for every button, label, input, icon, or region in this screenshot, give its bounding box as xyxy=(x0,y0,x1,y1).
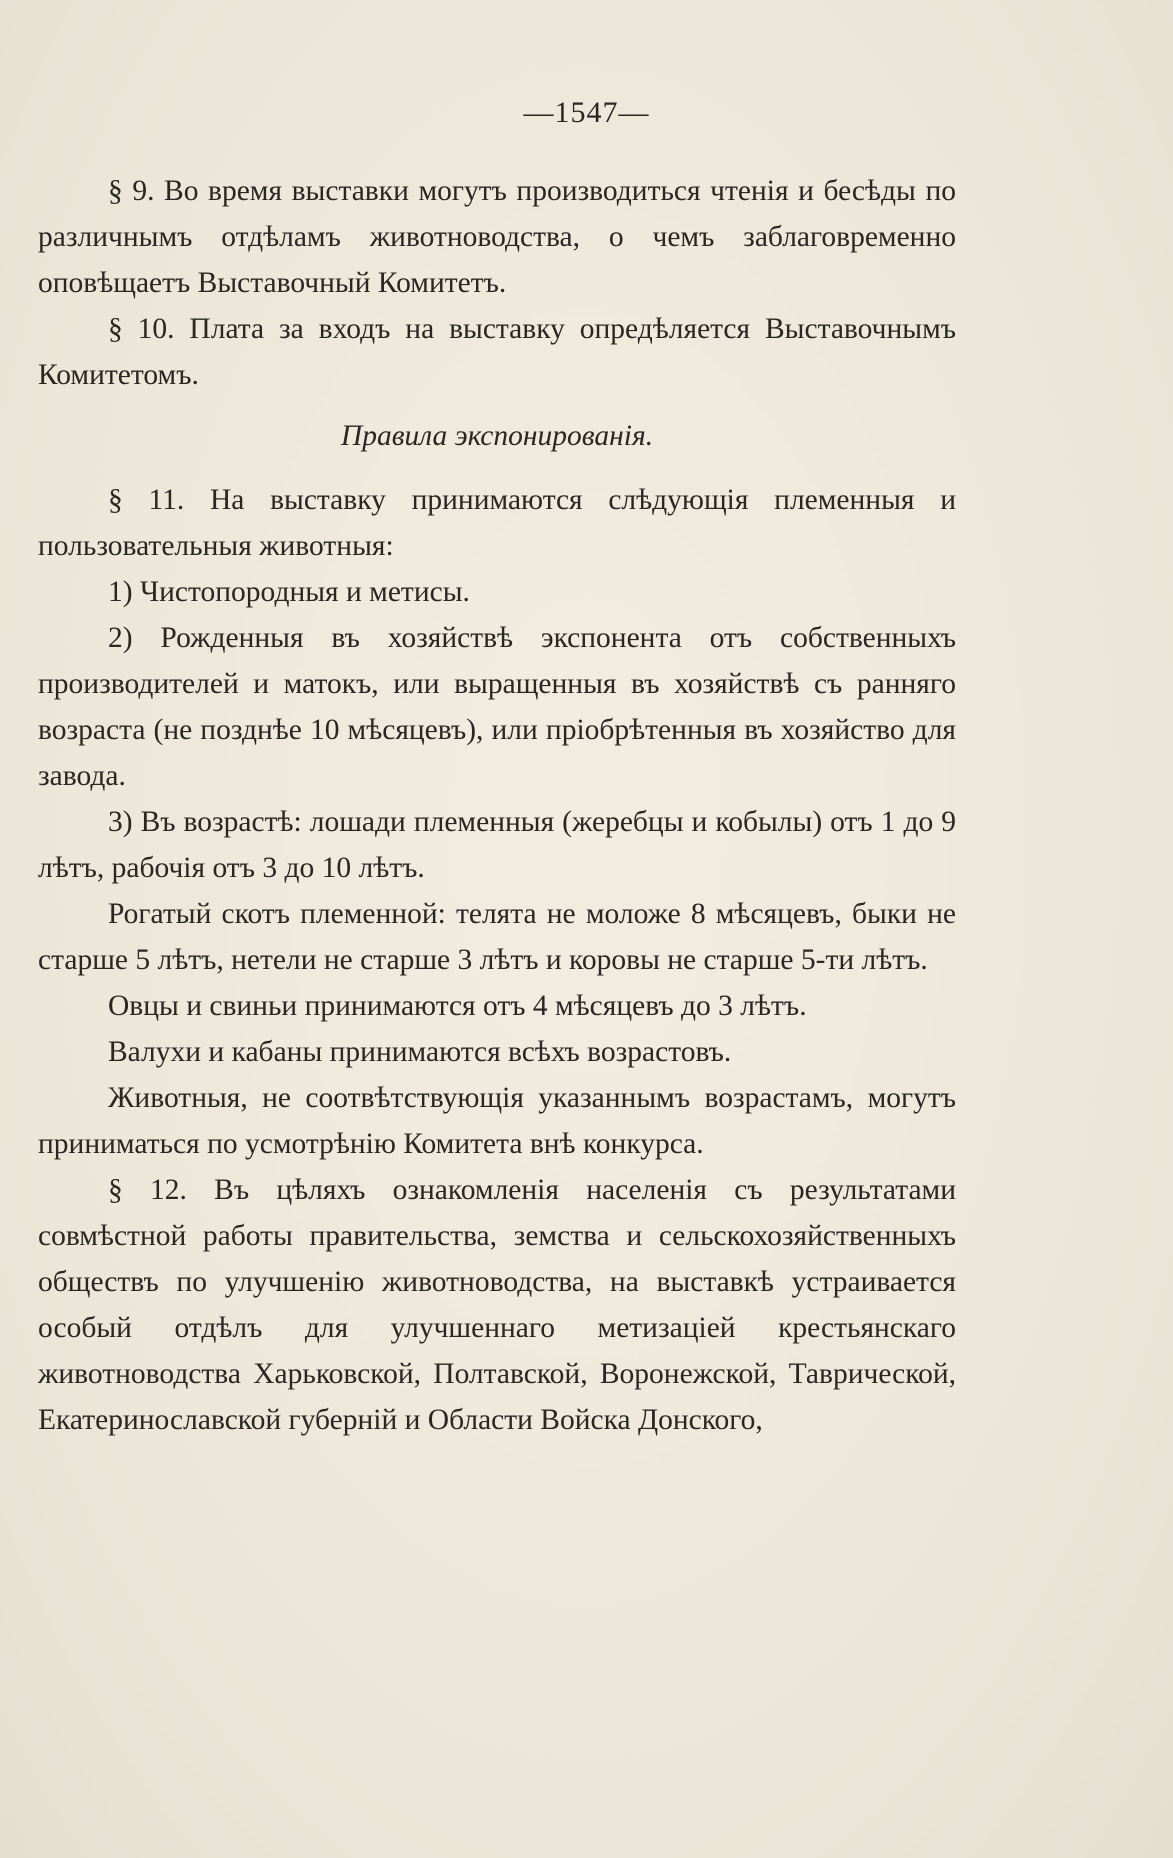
paragraph-cattle: Рогатый скотъ племенной: телята не моложе 8 мѣсяцевъ, быки не старше 5 лѣтъ, нетели не старше 3 лѣтъ и коровы не старше 5-ти лѣтъ. xyxy=(38,898,956,976)
paragraph-non-conforming: Животныя, не соотвѣтствующія указаннымъ возрастамъ, могутъ приниматься по усмотрѣнію Комитета внѣ конкурса. xyxy=(38,1082,956,1160)
paragraph-10: § 10. Плата за входъ на выставку опредѣляется Выставочнымъ Комитетомъ. xyxy=(38,313,956,391)
list-item-2: 2) Рожденныя въ хозяйствѣ экспонента отъ собственныхъ производителей и матокъ, или выращенныя въ хозяйствѣ съ ранняго возраста (не позднѣе 10 мѣсяцевъ), или пріобрѣтенныя въ хозяйство для завода. xyxy=(38,622,956,792)
paragraph-wethers-boars: Валухи и кабаны принимаются всѣхъ возрастовъ. xyxy=(108,1036,732,1068)
list-item-1: 1) Чистопородныя и метисы. xyxy=(108,576,470,608)
section-heading: Правила экспонированія. xyxy=(340,420,654,452)
paragraph-11: § 11. На выставку принимаются слѣдующія племенныя и пользовательныя животныя: xyxy=(38,484,956,562)
paragraph-sheep-pigs: Овцы и свиньи принимаются отъ 4 мѣсяцевъ до 3 лѣтъ. xyxy=(108,990,807,1022)
list-item-3: 3) Въ возрастѣ: лошади племенныя (жеребцы и кобылы) отъ 1 до 9 лѣтъ, рабочія отъ 3 до 10 лѣтъ. xyxy=(38,806,956,884)
page-number: —1547— xyxy=(523,96,650,129)
body-text xyxy=(38,168,956,1443)
paragraph-12: § 12. Въ цѣляхъ ознакомленія населенія съ результатами совмѣстной работы правительства, земства и сельскохозяйственныхъ обществъ по улучшенію животноводства, на выставкѣ устраивается особый отдѣлъ для улучшеннаго метизаціей крестьянскаго животноводства Харьковской, Полтавской, Воронежской, Таврической, Екатеринославской губерній и Области Войска Донского, xyxy=(38,1174,956,1436)
paragraph-9: § 9. Во время выставки могутъ производиться чтенія и бесѣды по различнымъ отдѣламъ животноводства, о чемъ заблаговременно оповѣщаетъ Выставочный Комитетъ. xyxy=(38,175,956,299)
